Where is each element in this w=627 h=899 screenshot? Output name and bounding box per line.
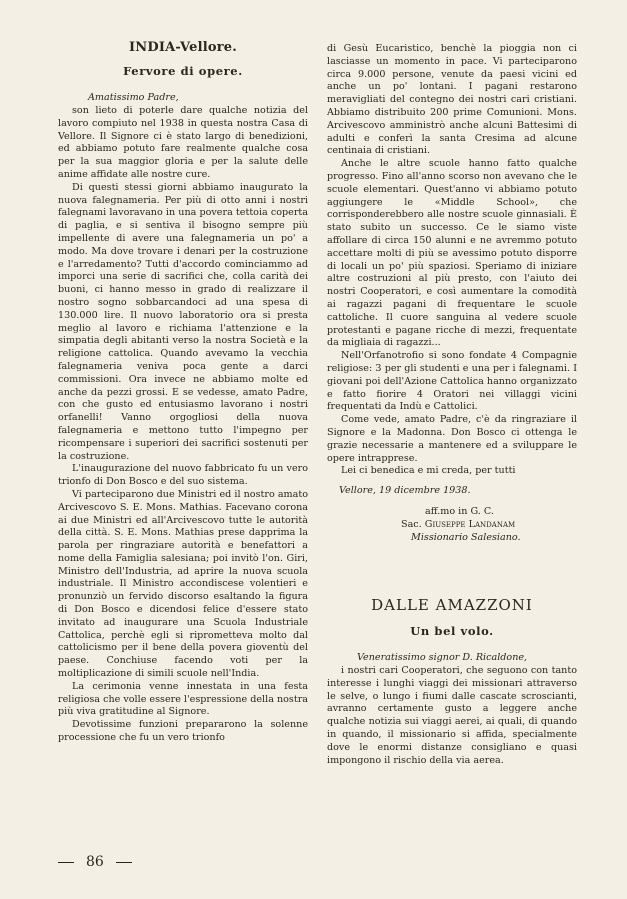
paragraph: Vi parteciparono due Ministri ed il nostro amato Arcivescovo S. E. Mons. Mathias. Facevano corona ai due Ministri ed all'Arcivescovo tutte le autorità della città. S. E. Mons. Mathias prese dapprima la parola per ringraziare autorità e benefattori a nome della Famiglia salesiana; poi invitò l'on. Giri, Ministro dell'Industria, ad aprire la nuova scuola industriale. Il Ministro accondiscese volentieri e pronunziò un fervido discorso esaltando la figura di Don Bosco e dicendosi felice d'essere stato invitato ad inaugurare una Scuola Industriale Cattolica, perchè egli si riprometteva molto dal cattolicismo per il bene della povera gioventù del paese. Conchiuse facendo voti per la moltiplicazione di simili scuole nell'India.: [58, 488, 308, 680]
place-date: Vellore, 19 dicembre 1938.: [339, 485, 471, 497]
article-title: INDIA-Vellore.: [128, 40, 237, 55]
paragraph: son lieto di poterle dare qualche notizia del lavoro compiuto nel 1938 in questa nostra Casa di Vellore. Il Signore ci è stato largo di benedizioni, ed abbiamo potuto fare realmente qualche cosa per la sua maggior gloria e per la salute delle anime affidate alle nostre cure.: [58, 105, 308, 180]
paragraph: Anche le altre scuole hanno fatto qualche progresso. Fino all'anno scorso non avevano che le scuole elementari. Quest'anno vi abbiamo potuto aggiungere le «Middle School», che corrisponderebbero alle nostre scuole ginnasiali. È stato subito un successo. Ce le siamo viste affollare di circa 150 alunni e ne avremmo potuto accettare molti di più se avessimo potuto disporre di locali un po' più spaziosi. Speriamo di iniziare altre costruzioni al più presto, con l'aiuto dei nostri Cooperatori, e così aumentare la comodità ai ragazzi pagani di frequentare le scuole cattoliche. Il cuore sanguina al vedere scuole protestanti e pagane ricche di mezzi, frequentate da migliaia di ragazzi...: [327, 158, 577, 349]
page-number: 86: [86, 854, 104, 870]
paragraph: La cerimonia venne innestata in una festa religiosa che volle essere l'espressione della nostra più viva gratitudine al Signore.: [58, 680, 309, 718]
paragraph: Devotissime funzioni prepararono la solenne processione che fu un vero trionfo: [58, 719, 308, 744]
paragraph: Nell'Orfanotrofio si sono fondate 4 Compagnie religiose: 3 per gli studenti e una per i falegnami. I giovani poi dell'Azione Cattolica hanno organizzato e fatto fiorire 4 Oratori nei villaggi vicini frequentati da Indù e Cattolici.: [327, 350, 577, 413]
signature-line: [401, 518, 577, 531]
article-title: DALLE AMAZZONI: [371, 596, 533, 615]
paragraph: L'inaugurazione del nuovo fabbricato fu un vero trionfo di Don Bosco e del suo sistema.: [58, 463, 308, 488]
signature-prefix: Sac.: [401, 519, 422, 531]
paragraph: Lei ci benedica e mi creda, per tutti: [341, 465, 516, 477]
signature-role: Missionario Salesiano.: [411, 532, 521, 544]
article-subtitle: Fervore di opere.: [123, 64, 243, 78]
dash-decoration: [116, 862, 132, 863]
page-footer: [58, 854, 132, 870]
right-column: [327, 43, 577, 767]
signature-block: [327, 484, 577, 544]
dash-decoration: [58, 862, 74, 863]
section-spacer: [327, 544, 577, 596]
left-column: [58, 40, 308, 745]
signature-name: Giuseppe Landanam: [424, 519, 516, 531]
article-salutation: Veneratissimo signor D. Ricaldone,: [357, 652, 528, 664]
paragraph: i nostri cari Cooperatori, che seguono con tanto interesse i lunghi viaggi dei missionari attraverso le selve, o lungo i fiumi dalle cascate scroscianti, avranno certamente gusto a leggere anche qualche notizia sui viaggi aerei, ai quali, di quando in quando, il missionario si affida, specialmente dove le enormi distanze consigliano e quasi impongono il rischio della via aerea.: [327, 665, 577, 766]
article-salutation: Amatissimo Padre,: [88, 92, 179, 103]
article-subtitle: Un bel volo.: [410, 624, 494, 639]
paragraph: di Gesù Eucaristico, benchè la pioggia non ci lasciasse un momento in pace. Vi parteciparono circa 9.000 persone, venute da paesi vicini ed anche un po' lontani. I pagani restarono meravigliati del contegno dei nostri cari cristiani. Abbiamo distribuito 200 prime Comunioni. Mons. Arcivescovo amministrò anche alcuni Battesimi di adulti e conferì la santa Cresima ad alcune centinaia di cristiani.: [327, 43, 577, 157]
paragraph: Come vede, amato Padre, c'è da ringraziare il Signore e la Madonna. Don Bosco ci ottenga le grazie necessarie a mantenere ed a sviluppare le opere intrapprese.: [327, 414, 577, 464]
paragraph: Di questi stessi giorni abbiamo inaugurato la nuova falegnameria. Per più di otto anni i nostri falegnami lavoravano in una povera tettoia coperta di paglia, e si sentiva il bisogno sempre più impellente di avere una falegnameria un po' a modo. Ma dove trovare i denari per la costruzione e l'arredamento? Tutti d'accordo cominciammo ad imporci una serie di sacrifici che, colla carità dei buoni, ci hanno messo in grado di realizzare il nostro sogno sobbarcandoci ad una spesa di 130.000 lire. Il nuovo laboratorio ora si presta meglio al lavoro e richiama l'attenzione e la simpatia degli abitanti verso la nostra Società e la religione cattolica. Quando avevamo la vecchia falegnameria veniva poca gente a darci commissioni. Ora invece ne abbiamo molte ed anche da pezzi grossi. E se vedesse, amato Padre, con che gusto ed entusiasmo lavorano i nostri orfanelli! Vanno orgogliosi della nuova falegnameria e mettono tutto l'impegno per ricompensare i superiori dei sacrifici sostenuti per la costruzione.: [58, 181, 308, 462]
closing: aff.mo in G. C.: [425, 506, 494, 518]
